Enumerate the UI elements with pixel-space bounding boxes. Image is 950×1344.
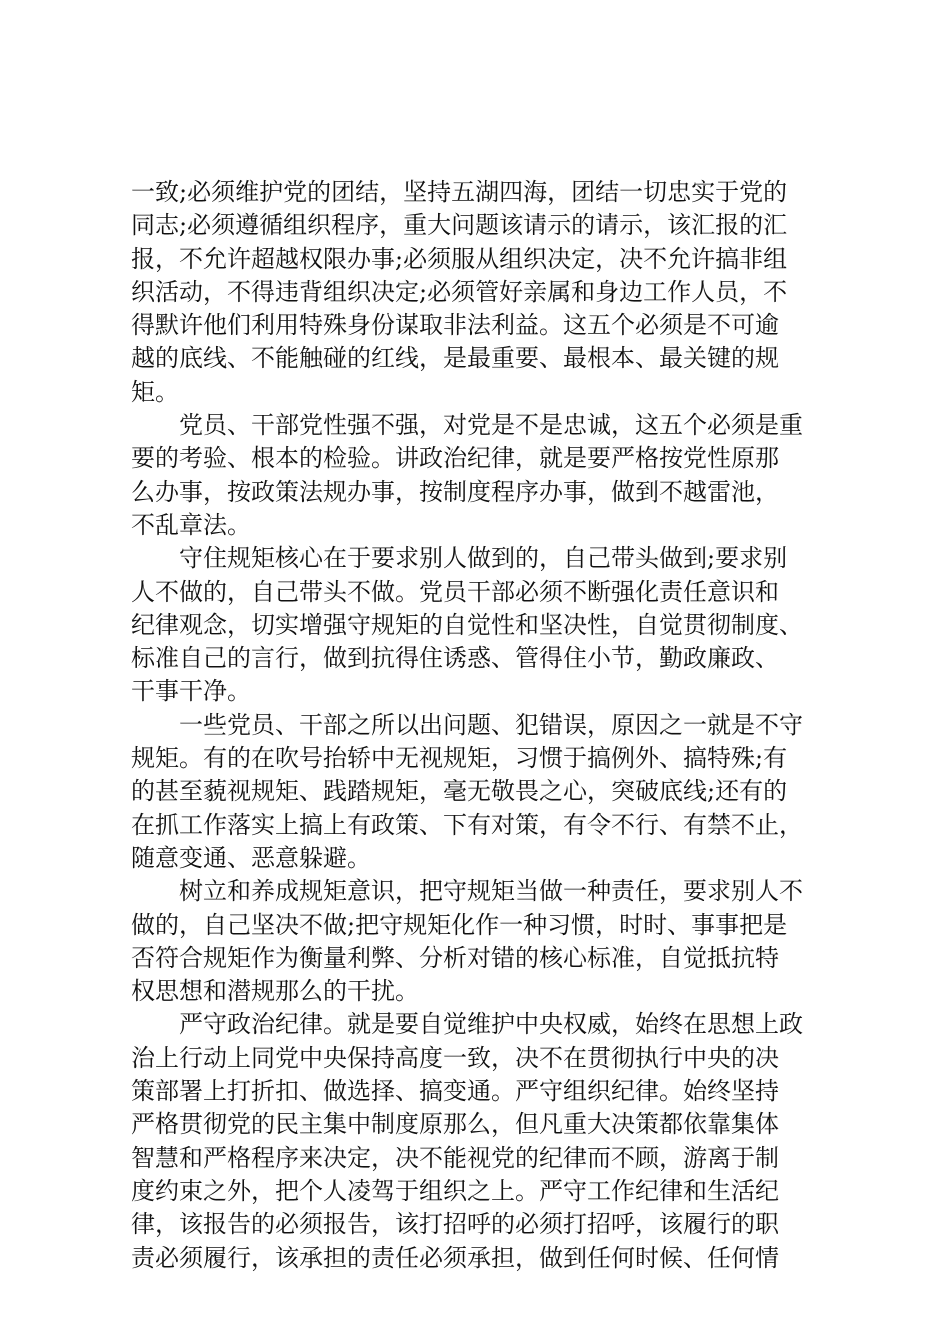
text-line: 治上行动上同党中央保持高度一致，决不在贯彻执行中央的决 (131, 1043, 779, 1072)
text-line: 的甚至藐视规矩、践踏规矩，毫无敬畏之心，突破底线;还有的 (131, 777, 788, 806)
text-line: 报，不允许超越权限办事;必须服从组织决定，决不允许搞非组 (131, 244, 788, 273)
text-line: 要的考验、根本的检验。讲政治纪律，就是要严格按党性原那 (131, 444, 779, 473)
text-line: 严守政治纪律。就是要自觉维护中央权威，始终在思想上政 (179, 1010, 803, 1039)
text-line: 党员、干部党性强不强，对党是不是忠诚，这五个必须是重 (179, 411, 803, 440)
text-line: 智慧和严格程序来决定，决不能视党的纪律而不顾，游离于制 (131, 1143, 779, 1172)
text-line: 不乱章法。 (131, 510, 251, 539)
paragraph-3 (131, 542, 843, 708)
document-body (131, 176, 843, 1275)
text-line: 干事干净。 (131, 677, 251, 706)
text-line: 织活动，不得违背组织决定;必须管好亲属和身边工作人员，不 (131, 277, 788, 306)
text-line: 权思想和潜规那么的干扰。 (131, 977, 419, 1006)
text-line: 人不做的，自己带头不做。党员干部必须不断强化责任意识和 (131, 577, 779, 606)
text-line: 一些党员、干部之所以出问题、犯错误，原因之一就是不守 (179, 710, 803, 739)
text-line: 规矩。有的在吹号抬轿中无视规矩，习惯于搞例外、搞特殊;有 (131, 744, 788, 773)
text-line: 策部署上打折扣、做选择、搞变通。严守组织纪律。始终坚持 (131, 1077, 779, 1106)
text-line: 度约束之外，把个人凌驾于组织之上。严守工作纪律和生活纪 (131, 1176, 779, 1205)
text-line: 在抓工作落实上搞上有政策、下有对策，有令不行、有禁不止， (131, 810, 803, 839)
text-line: 树立和养成规矩意识，把守规矩当做一种责任，要求别人不 (179, 877, 803, 906)
text-line: 标准自己的言行，做到抗得住诱惑、管得住小节，勤政廉政、 (131, 644, 779, 673)
text-line: 做的，自己坚决不做;把守规矩化作一种习惯，时时、事事把是 (131, 910, 788, 939)
paragraph-5 (131, 875, 843, 1008)
text-line: 同志;必须遵循组织程序，重大问题该请示的请示，该汇报的汇 (131, 211, 788, 240)
paragraph-6 (131, 1008, 843, 1274)
text-line: 律，该报告的必须报告，该打招呼的必须打招呼，该履行的职 (131, 1210, 779, 1239)
text-line: 么办事，按政策法规办事，按制度程序办事，做到不越雷池， (131, 477, 779, 506)
paragraph-1 (131, 176, 843, 409)
text-line: 矩。 (131, 377, 179, 406)
text-line: 越的底线、不能触碰的红线，是最重要、最根本、最关键的规 (131, 344, 779, 373)
text-line: 纪律观念，切实增强守规矩的自觉性和坚决性，自觉贯彻制度、 (131, 610, 803, 639)
text-line: 守住规矩核心在于要求别人做到的，自己带头做到;要求别 (179, 544, 788, 573)
text-line: 得默许他们利用特殊身份谋取非法利益。这五个必须是不可逾 (131, 311, 779, 340)
text-line: 否符合规矩作为衡量利弊、分析对错的核心标准，自觉抵抗特 (131, 943, 779, 972)
paragraph-4 (131, 709, 843, 875)
text-line: 责必须履行，该承担的责任必须承担，做到任何时候、任何情 (131, 1243, 779, 1272)
text-line: 随意变通、恶意躲避。 (131, 843, 371, 872)
paragraph-2 (131, 409, 843, 542)
text-line: 一致;必须维护党的团结，坚持五湖四海，团结一切忠实于党的 (131, 178, 788, 206)
text-line: 严格贯彻党的民主集中制度原那么，但凡重大决策都依靠集体 (131, 1110, 779, 1139)
